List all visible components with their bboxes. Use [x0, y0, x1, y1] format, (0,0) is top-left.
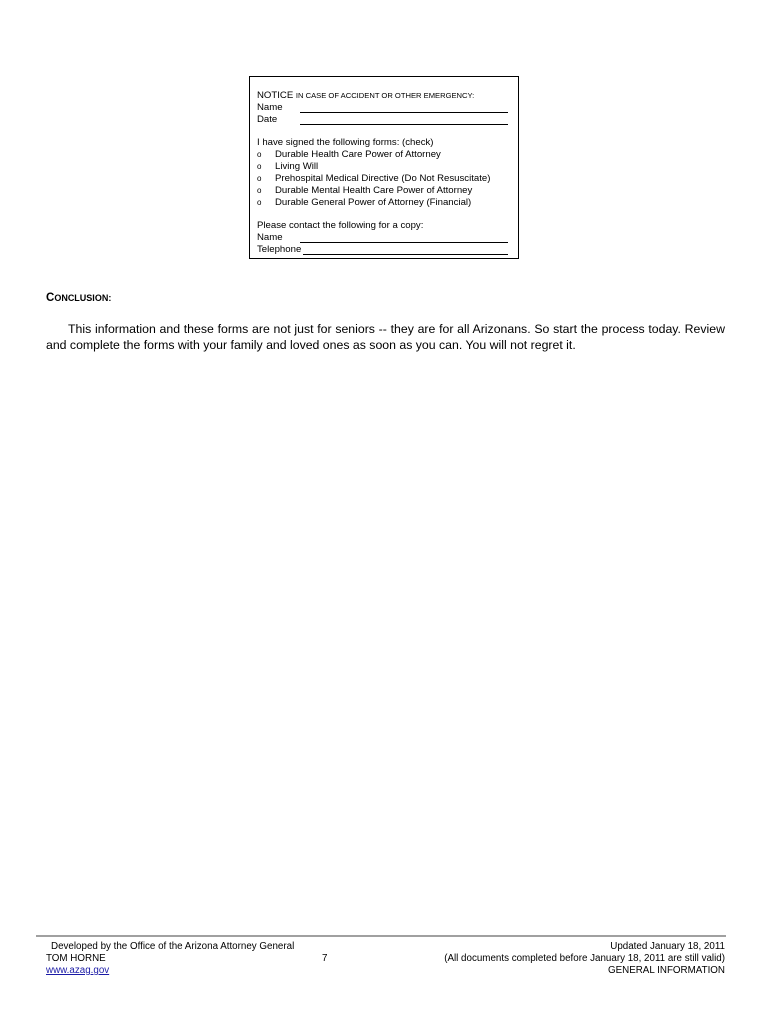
- forms-intro: I have signed the following forms: (check): [257, 137, 434, 148]
- telephone-label: Telephone: [257, 244, 302, 255]
- forms-checklist: [257, 149, 508, 209]
- notice-title: NOTICE IN CASE OF ACCIDENT OR OTHER EMERGENCY:: [257, 90, 475, 101]
- checkbox-circle-icon[interactable]: o: [257, 174, 262, 183]
- date-label: Date: [257, 114, 278, 125]
- form-item-health-care-poa[interactable]: [257, 149, 508, 161]
- contact-name-field[interactable]: [257, 232, 508, 244]
- form-item-prehospital-directive[interactable]: [257, 173, 508, 185]
- form-item-living-will[interactable]: [257, 161, 508, 173]
- name-blank-line[interactable]: [300, 103, 508, 113]
- checkbox-circle-icon[interactable]: o: [257, 198, 262, 207]
- telephone-blank-line[interactable]: [303, 245, 508, 255]
- conclusion-paragraph: This information and these forms are not just for seniors -- they are for all Arizonans. So start the process today. Review and complete the forms with your family and loved ones as soon as you can. You will not regret it.: [46, 322, 725, 352]
- emergency-notice-card: [249, 76, 519, 259]
- footer-section-label: GENERAL INFORMATION: [607, 965, 725, 976]
- telephone-field[interactable]: [257, 244, 508, 256]
- checkbox-circle-icon[interactable]: o: [257, 186, 262, 195]
- form-item-label: Living Will: [275, 161, 319, 172]
- name-field[interactable]: [257, 102, 508, 114]
- checkbox-circle-icon[interactable]: o: [257, 162, 262, 171]
- date-blank-line[interactable]: [300, 115, 508, 125]
- form-item-mental-health-poa[interactable]: [257, 185, 508, 197]
- footer-left: [46, 941, 294, 977]
- form-item-label: Durable Mental Health Care Power of Attorney: [275, 185, 473, 196]
- page-number: 7: [322, 953, 328, 964]
- form-item-label: Durable General Power of Attorney (Financial): [275, 197, 472, 208]
- contact-name-label: Name: [257, 232, 283, 243]
- checkbox-circle-icon[interactable]: o: [257, 150, 262, 159]
- form-item-general-poa[interactable]: [257, 197, 508, 209]
- notice-title-rest: IN CASE OF ACCIDENT OR OTHER EMERGENCY:: [295, 91, 475, 100]
- form-item-label: Prehospital Medical Directive (Do Not Resuscitate): [275, 173, 491, 184]
- footer-website-link[interactable]: www.azag.gov: [46, 965, 110, 976]
- footer-validity-note: (All documents completed before January 18, 2011 are still valid): [444, 953, 725, 964]
- footer-developed-by: Developed by the Office of the Arizona Attorney General: [51, 941, 295, 952]
- name-label: Name: [257, 102, 283, 113]
- footer-author-name: TOM HORNE: [46, 953, 106, 964]
- contact-intro: Please contact the following for a copy:: [257, 220, 424, 231]
- footer-right: [444, 941, 725, 977]
- conclusion-heading: CONCLUSION:: [46, 292, 112, 304]
- date-field[interactable]: [257, 114, 508, 126]
- contact-name-blank-line[interactable]: [300, 233, 508, 243]
- footer-divider: [36, 935, 726, 937]
- form-item-label: Durable Health Care Power of Attorney: [275, 149, 441, 160]
- footer-updated-date: Updated January 18, 2011: [610, 941, 725, 952]
